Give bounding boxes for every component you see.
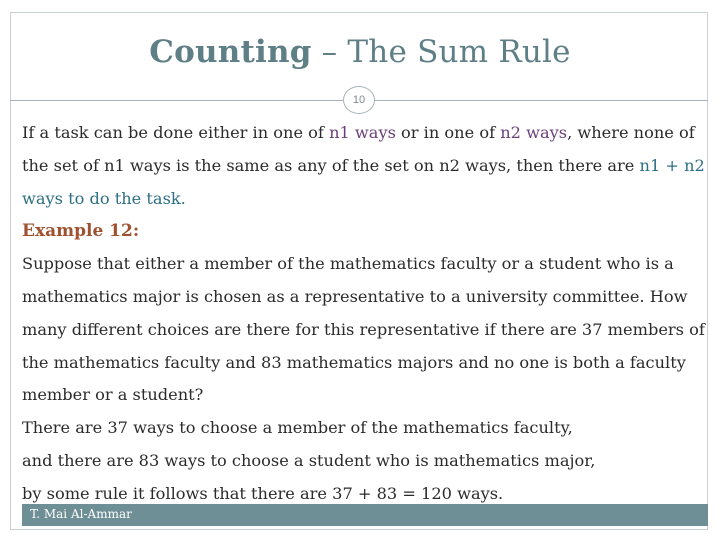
slide-title-rest: – The Sum Rule [311,34,571,70]
rule-text-1: If a task can be done either in one of [22,123,330,142]
rule-text-3: , where none of the set of n1 ways is the same as any of the set on n2 ways, then there are [22,123,695,175]
footer-author: T. Mai Al-Ammar [30,507,132,521]
slide-title [0,34,720,70]
answer-line: There are 37 ways to choose a member of the mathematics faculty, [22,418,573,438]
answer-line: by some rule it follows that there are 37 + 83 = 120 ways. [22,483,504,503]
answer-line: and there are 83 ways to choose a student who is mathematics major, [22,450,596,470]
example-question: Suppose that either a member of the mathematics faculty or a student who is a mathematics major is chosen as a representative to a university committee. How many different choices are there for this representative if there are 37 members of the mathematics faculty and 83 mathematics majors and no one is both a faculty member or a student? [22,254,705,405]
slide-body [22,117,712,511]
rule-text-2: or in one of [395,123,501,142]
rule-n2-ways: n2 ways [500,123,568,142]
slide-title-bold: Counting [149,34,312,70]
sum-rule-statement [22,117,712,215]
rule-sum-ways: n1 + n2 ways to do the task. [22,155,705,208]
page-number-badge: 10 [343,86,375,114]
example-heading: Example 12: [22,221,140,242]
rule-n1-ways: n1 ways [329,123,396,142]
